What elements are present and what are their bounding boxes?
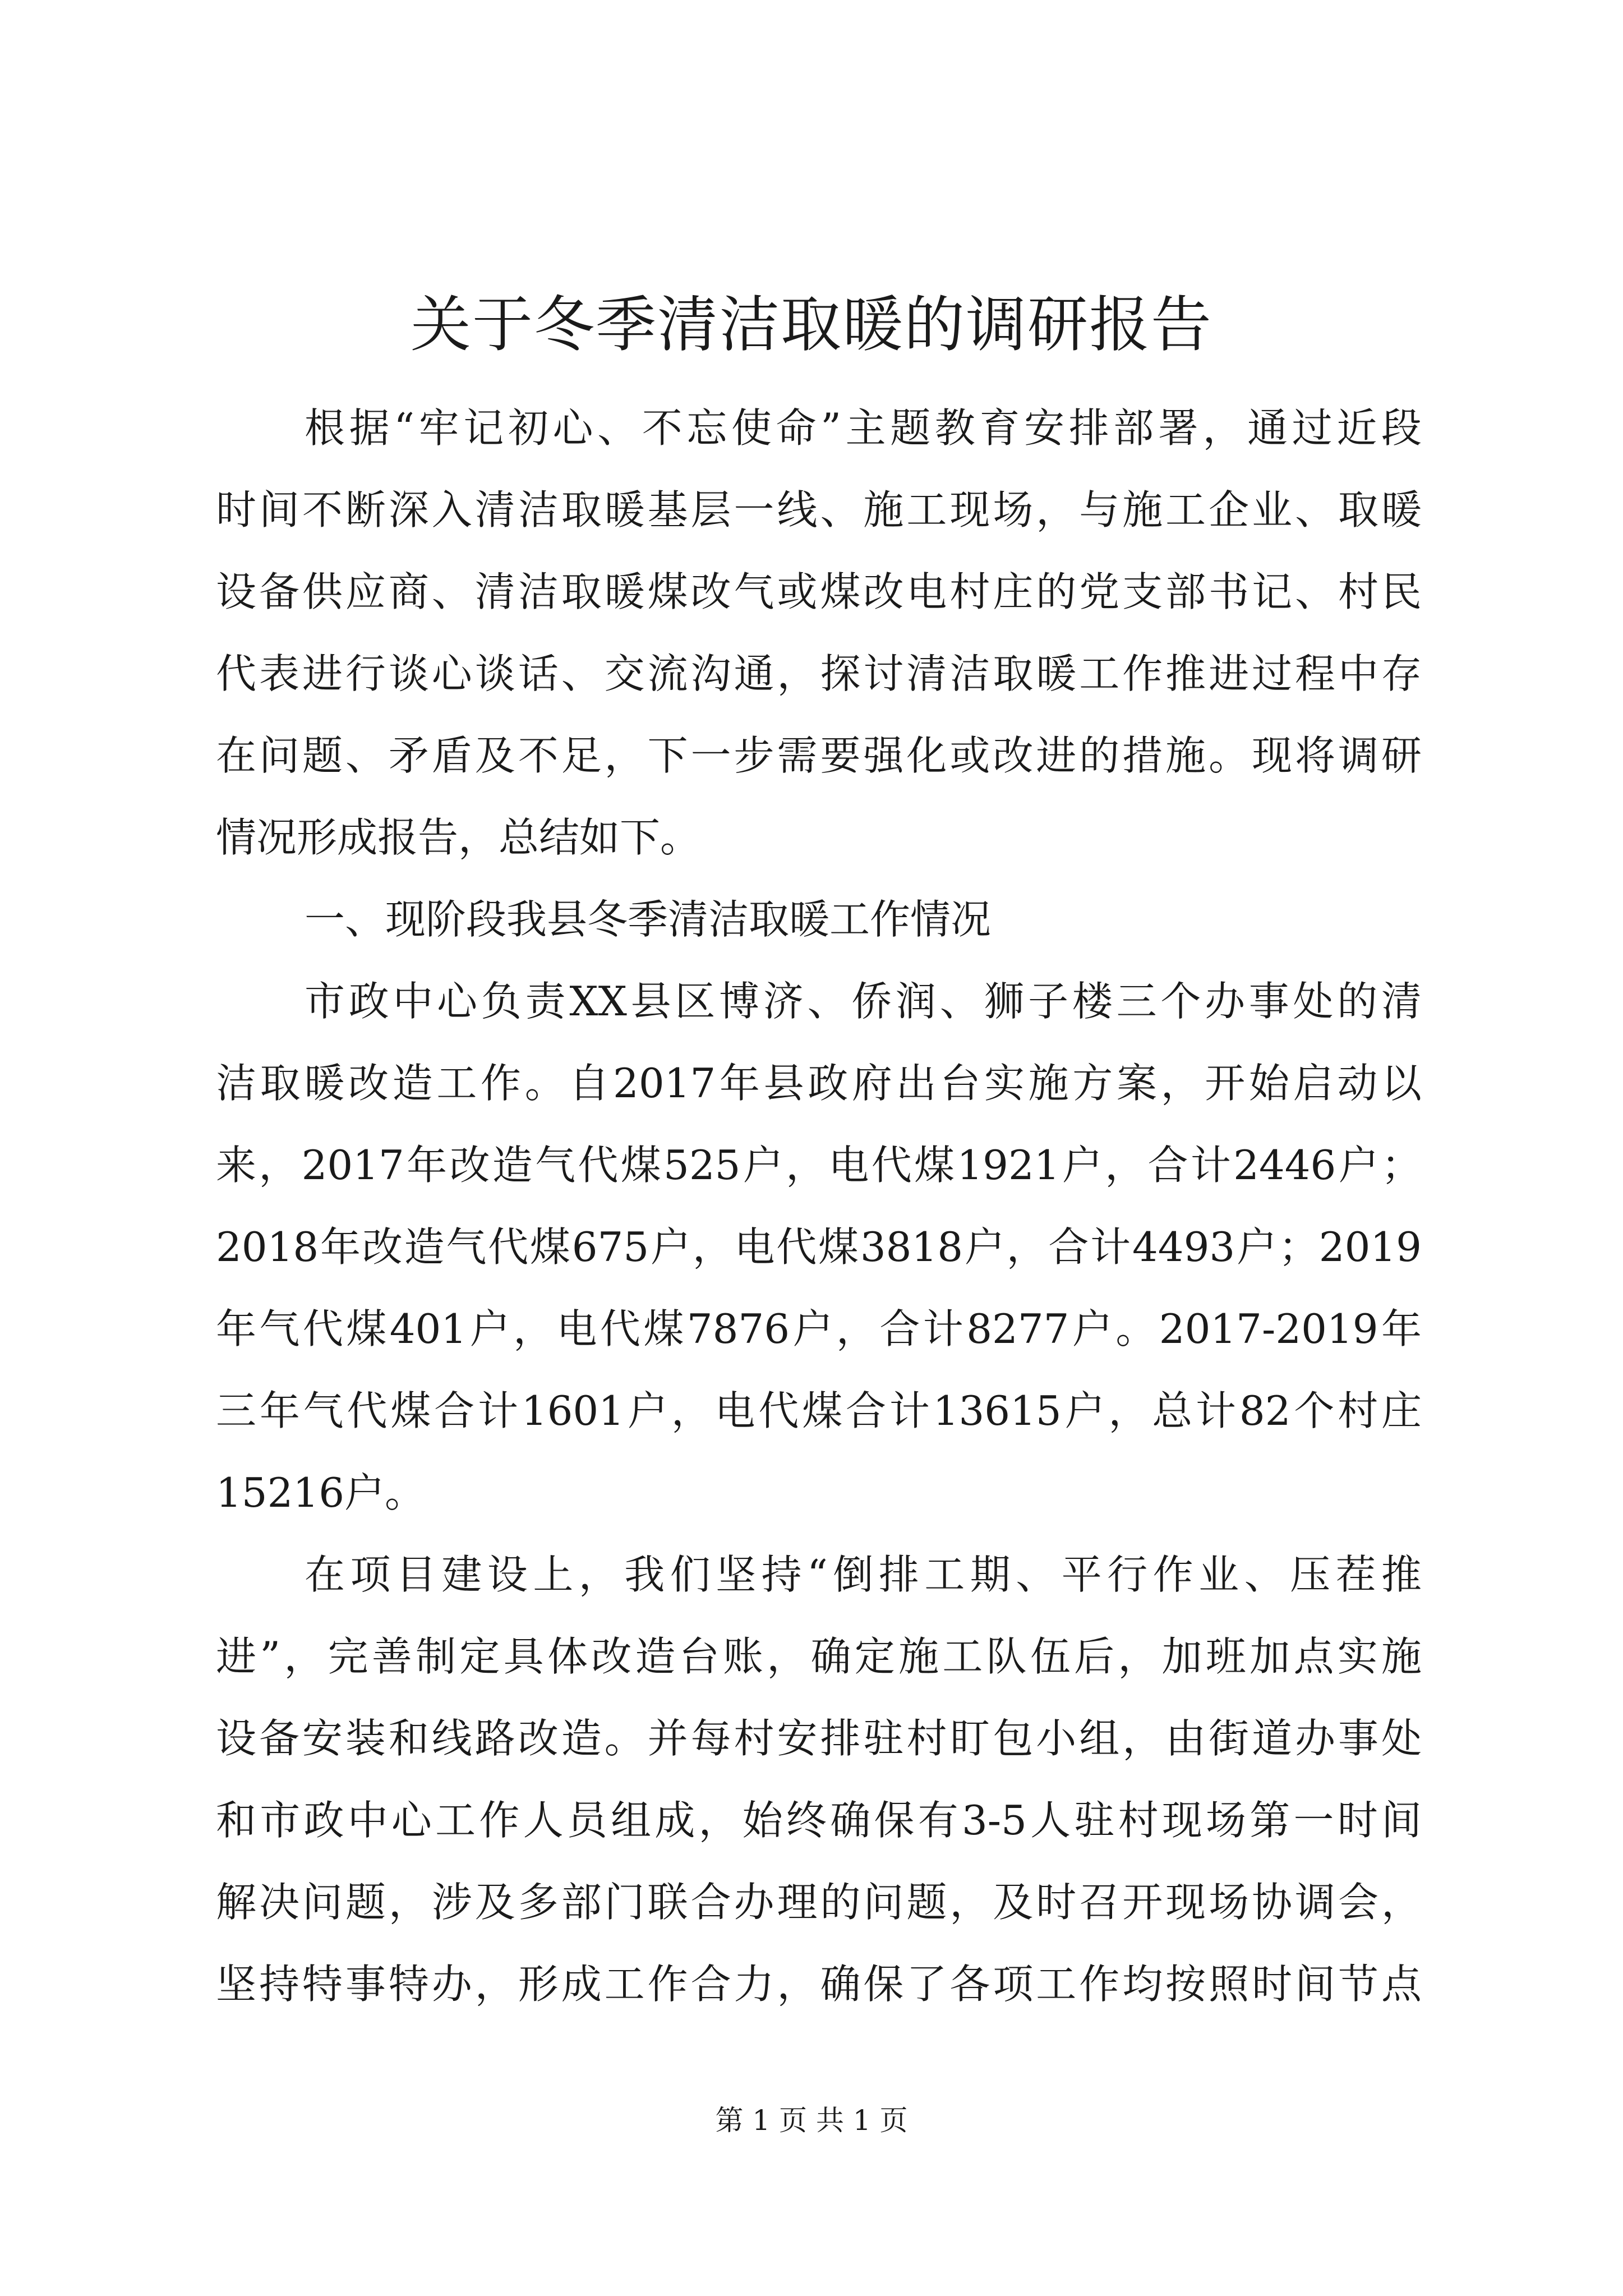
paragraph-line: 洁取暖改造工作。自2017年县政府出台实施方案，开始启动以 <box>216 1060 1422 1107</box>
paragraph-line: 在项目建设上，我们坚持“倒排工期、平行作业、压茬推 <box>305 1551 1422 1598</box>
paragraph-line: 情况形成报告，总结如下。 <box>216 814 701 861</box>
paragraph-line: 设备供应商、清洁取暖煤改气或煤改电村庄的党支部书记、村民 <box>216 568 1422 615</box>
paragraph-line: 三年气代煤合计1601户，电代煤合计13615户，总计82个村庄 <box>216 1387 1422 1434</box>
document-title: 关于冬季清洁取暖的调研报告 <box>410 290 1212 360</box>
paragraph-line: 和市政中心工作人员组成，始终确保有3-5人驻村现场第一时间 <box>216 1797 1422 1844</box>
page-number: 第 1 页 共 1 页 <box>715 2104 908 2137</box>
paragraph-line: 进”，完善制定具体改造台账，确定施工队伍后，加班加点实施 <box>216 1633 1422 1680</box>
paragraph-line: 时间不断深入清洁取暖基层一线、施工现场，与施工企业、取暖 <box>216 486 1422 533</box>
paragraph-line: 年气代煤401户，电代煤7876户，合计8277户。2017-2019年 <box>216 1305 1422 1352</box>
paragraph-line: 15216户。 <box>216 1469 426 1516</box>
section-heading: 一、现阶段我县冬季清洁取暖工作情况 <box>305 896 992 943</box>
paragraph-line: 解决问题，涉及多部门联合办理的问题，及时召开现场协调会， <box>216 1879 1422 1926</box>
document-body <box>216 387 1422 2025</box>
paragraph-line: 市政中心负责XX县区博济、侨润、狮子楼三个办事处的清 <box>305 978 1422 1025</box>
paragraph-line: 根据“牢记初心、不忘使命”主题教育安排部署，通过近段 <box>305 404 1422 452</box>
paragraph-line: 来，2017年改造气代煤525户，电代煤1921户，合计2446户； <box>216 1142 1422 1189</box>
paragraph-line: 坚持特事特办，形成工作合力，确保了各项工作均按照时间节点 <box>216 1961 1422 2008</box>
paragraph-line: 2018年改造气代煤675户，电代煤3818户，合计4493户；2019 <box>216 1223 1422 1271</box>
paragraph-line: 在问题、矛盾及不足，下一步需要强化或改进的措施。现将调研 <box>216 732 1422 779</box>
paragraph-line: 设备安装和线路改造。并每村安排驻村盯包小组，由街道办事处 <box>216 1715 1422 1762</box>
paragraph-line: 代表进行谈心谈话、交流沟通，探讨清洁取暖工作推进过程中存 <box>216 650 1422 697</box>
